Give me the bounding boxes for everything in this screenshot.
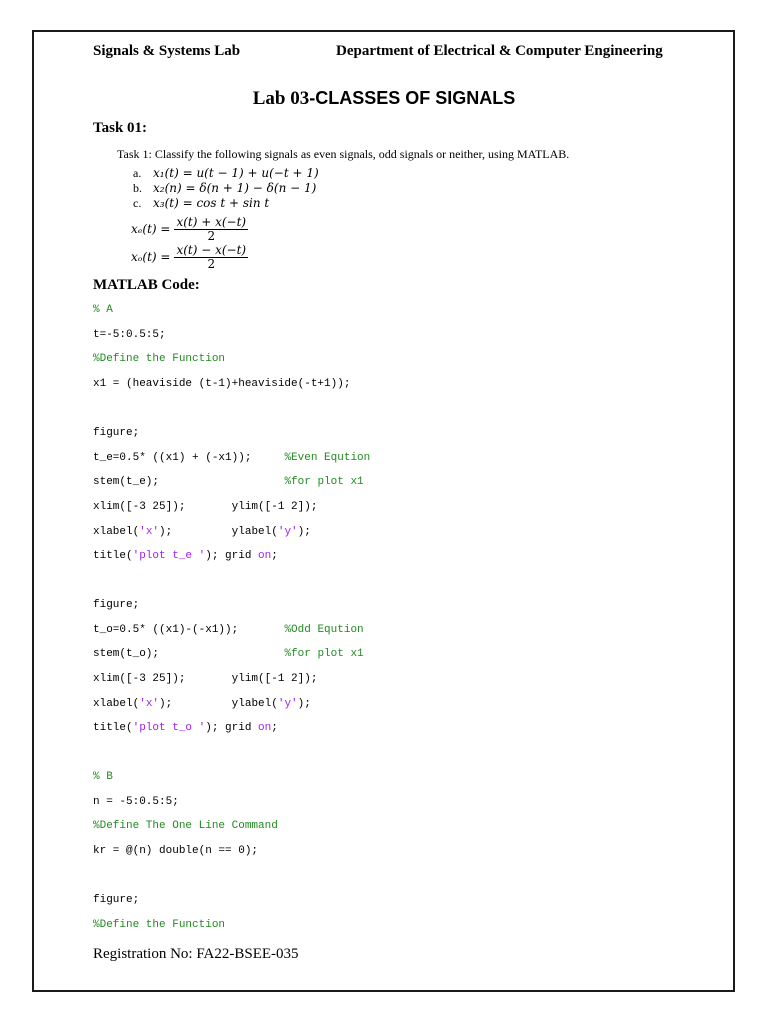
code-string: 'y' bbox=[277, 526, 298, 538]
even-formula bbox=[131, 215, 248, 242]
code-token: title( bbox=[93, 722, 133, 734]
even-formula-lhs: xₑ(t) = bbox=[131, 221, 171, 236]
code-string: 'x' bbox=[139, 526, 160, 538]
code-line bbox=[93, 697, 311, 711]
code-statement: t_e=0.5* ((x1) + (-x1)); bbox=[93, 452, 285, 464]
odd-denominator: 2 bbox=[207, 257, 216, 271]
title-topic: -CLASSES OF SIGNALS bbox=[309, 88, 516, 108]
code-string: 'plot t_e ' bbox=[132, 550, 206, 562]
code-line bbox=[93, 721, 278, 735]
code-inline-comment: %Even Eqution bbox=[284, 452, 371, 464]
odd-fraction bbox=[174, 243, 248, 270]
odd-numerator: x(t) − x(−t) bbox=[176, 243, 247, 257]
code-line: x1 = (heaviside (t-1)+heaviside(-t+1)); bbox=[93, 378, 351, 390]
item-expression: x₃(t) = cos t + sin t bbox=[153, 196, 270, 210]
task-heading: Task 01: bbox=[93, 120, 148, 136]
code-statement: t_o=0.5* ((x1)-(-x1)); bbox=[93, 624, 285, 636]
item-letter: c. bbox=[133, 196, 142, 210]
code-line: figure; bbox=[93, 894, 140, 906]
code-token: xlabel( bbox=[93, 526, 140, 538]
code-token: ); grid bbox=[205, 722, 259, 734]
task-item-b bbox=[133, 181, 316, 196]
code-line: figure; bbox=[93, 427, 140, 439]
item-expression: x₂(n) = δ(n + 1) − δ(n − 1) bbox=[153, 181, 317, 195]
task-intro: Task 1: Classify the following signals as even signals, odd signals or neither, using MATLAB. bbox=[117, 147, 570, 161]
code-statement: stem(t_o); bbox=[93, 648, 285, 660]
header-lab-name: Signals & Systems Lab bbox=[93, 43, 241, 59]
code-inline-comment: %Odd Eqution bbox=[284, 624, 364, 636]
code-line: n = -5:0.5:5; bbox=[93, 796, 179, 808]
code-token: ); bbox=[297, 526, 311, 538]
code-line bbox=[93, 475, 364, 489]
code-comment: % A bbox=[93, 304, 113, 316]
code-comment: %Define the Function bbox=[93, 353, 226, 365]
even-numerator: x(t) + x(−t) bbox=[176, 215, 247, 229]
code-string: 'x' bbox=[139, 698, 160, 710]
odd-formula bbox=[131, 243, 248, 270]
code-line bbox=[93, 451, 370, 465]
even-fraction bbox=[174, 215, 248, 242]
page-title bbox=[0, 88, 768, 110]
code-line: xlim([-3 25]); ylim([-1 2]); bbox=[93, 673, 318, 685]
code-inline-comment: %for plot x1 bbox=[284, 476, 364, 488]
code-token: ); ylabel( bbox=[159, 526, 278, 538]
code-token: ; bbox=[271, 722, 278, 734]
code-line bbox=[93, 647, 364, 661]
code-line bbox=[93, 549, 278, 563]
code-keyword: on bbox=[258, 722, 272, 734]
task-item-c bbox=[133, 196, 269, 211]
code-line bbox=[93, 623, 364, 637]
item-expression: x₁(t) = u(t − 1) + u(−t + 1) bbox=[153, 166, 319, 180]
code-token: title( bbox=[93, 550, 133, 562]
code-token: ); grid bbox=[205, 550, 259, 562]
code-string: 'plot t_o ' bbox=[132, 722, 206, 734]
odd-formula-lhs: xₒ(t) = bbox=[131, 249, 171, 264]
code-inline-comment: %for plot x1 bbox=[284, 648, 364, 660]
code-line: xlim([-3 25]); ylim([-1 2]); bbox=[93, 501, 318, 513]
code-token: ); bbox=[297, 698, 311, 710]
code-token: xlabel( bbox=[93, 698, 140, 710]
code-keyword: on bbox=[258, 550, 272, 562]
code-line: kr = @(n) double(n == 0); bbox=[93, 845, 259, 857]
code-token: ; bbox=[271, 550, 278, 562]
registration-number: Registration No: FA22-BSEE-035 bbox=[93, 946, 299, 962]
code-line bbox=[93, 525, 311, 539]
code-comment: %Define the Function bbox=[93, 919, 226, 931]
code-string: 'y' bbox=[277, 698, 298, 710]
task-item-a bbox=[133, 166, 319, 181]
header-department: Department of Electrical & Computer Engineering bbox=[336, 43, 663, 59]
item-letter: b. bbox=[133, 181, 142, 195]
matlab-code-heading: MATLAB Code: bbox=[93, 277, 200, 293]
code-line: t=-5:0.5:5; bbox=[93, 329, 166, 341]
code-comment: %Define The One Line Command bbox=[93, 820, 278, 832]
item-letter: a. bbox=[133, 166, 142, 180]
code-statement: stem(t_e); bbox=[93, 476, 285, 488]
code-line: figure; bbox=[93, 599, 140, 611]
even-denominator: 2 bbox=[207, 229, 216, 243]
title-lab-number: Lab 03 bbox=[252, 88, 310, 109]
code-comment: % B bbox=[93, 771, 113, 783]
code-token: ); ylabel( bbox=[159, 698, 278, 710]
